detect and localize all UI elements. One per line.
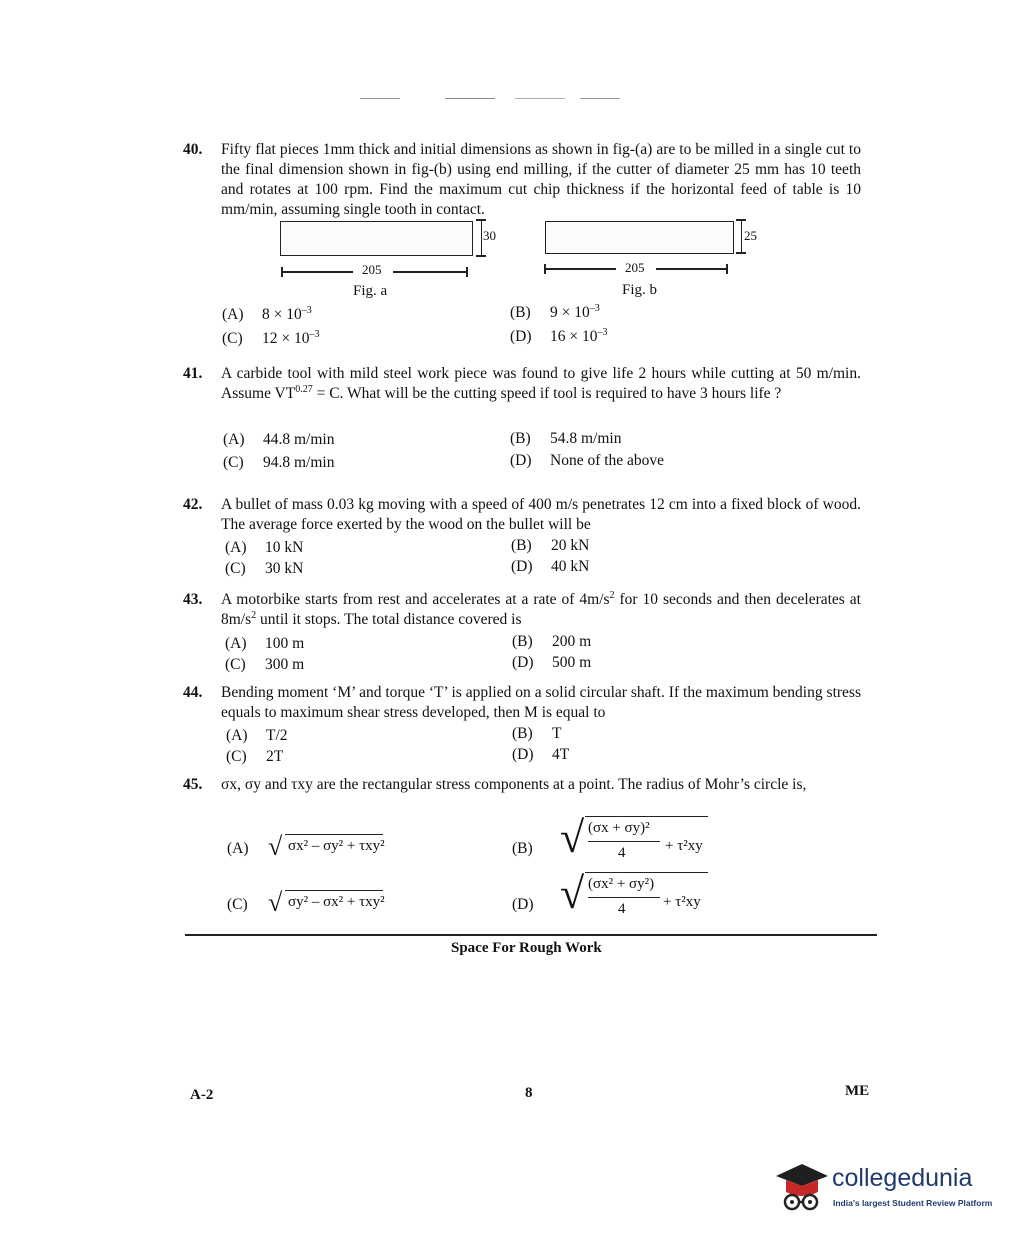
question-42 xyxy=(183,495,863,537)
q43-option-c[interactable]: (C) 300 m xyxy=(225,656,305,673)
question-45 xyxy=(183,775,863,817)
brand-name: collegedunia xyxy=(832,1164,973,1192)
q44-option-a[interactable]: (A) T/2 xyxy=(226,727,288,744)
q45-option-d-denominator: 4 xyxy=(618,901,626,917)
q40-option-b[interactable]: (B) $9 \times 10^{-3}$ xyxy=(510,303,600,321)
q40-option-a[interactable]: (A) $8 \times 10^{-3}$ xyxy=(222,305,312,323)
q40-option-d[interactable]: (D) $16 \times 10^{-3}$ xyxy=(510,327,608,345)
question-40 xyxy=(183,140,863,220)
footer-code: A-2 xyxy=(190,1087,214,1103)
q44-option-d[interactable]: (D) 4T xyxy=(512,746,570,763)
sqrt-icon: √ xyxy=(560,813,585,862)
question-number: 44. xyxy=(183,684,203,701)
question-41 xyxy=(183,364,863,428)
q41-option-b[interactable]: (B) 54.8 m/min xyxy=(510,430,622,447)
sqrt-bar xyxy=(285,834,383,835)
sqrt-bar xyxy=(285,890,383,891)
q45-option-d[interactable]: (D) xyxy=(512,896,534,913)
fig-b-length: 205 xyxy=(625,260,645,275)
sqrt-icon: √ xyxy=(560,869,585,918)
footer-subject: ME xyxy=(845,1083,870,1099)
q43-option-d[interactable]: (D) 500 m xyxy=(512,654,592,671)
question-number: 40. xyxy=(183,141,203,158)
question-text: Bending moment ‘M’ and torque ‘T’ is applied on a solid circular shaft. If the maximum bending stress equals to maximum shear stress developed, then M is equal to xyxy=(221,684,861,721)
q42-option-c[interactable]: (C) 30 kN xyxy=(225,560,304,577)
question-number: 42. xyxy=(183,496,203,513)
sqrt-bar xyxy=(585,872,708,873)
q41-option-d[interactable]: (D) None of the above xyxy=(510,452,665,469)
q45-option-a-formula: σx² – σy² + τxy² xyxy=(288,838,385,854)
q42-option-d[interactable]: (D) 40 kN xyxy=(511,558,590,575)
question-number: 43. xyxy=(183,591,203,608)
question-text: A bullet of mass 0.03 kg moving with a speed of 400 m/s penetrates 12 cm into a fixed block of wood. The average force exerted by the wood on the bullet will be xyxy=(221,496,861,533)
q45-option-c[interactable]: (C) xyxy=(227,896,248,913)
question-text: Fifty flat pieces 1mm thick and initial dimensions as shown in fig-(a) are to be milled in a single cut to the final dimension shown in fig-(b) using end milling, if the cutter of diameter 25 mm has 10 teeth and rotates at 100 rpm. Find the maximum cut chip thickness if the horizontal feed of table is 10 mm/min, assuming single tooth in contact. xyxy=(221,141,861,218)
question-text: σx, σy and τxy are the rectangular stress components at a point. The radius of Mohr’s circle is, xyxy=(221,776,807,793)
question-44 xyxy=(183,683,863,725)
q42-option-b[interactable]: (B) 20 kN xyxy=(511,537,590,554)
fig-b-rectangle xyxy=(545,221,734,254)
fig-b-height: 25 xyxy=(744,228,757,243)
fraction-bar xyxy=(588,841,660,842)
question-number: 41. xyxy=(183,365,203,382)
q45-option-c-formula: σy² – σx² + τxy² xyxy=(288,894,385,910)
brand-tagline: India's largest Student Review Platform xyxy=(833,1198,993,1208)
collegedunia-logo xyxy=(772,1158,1012,1228)
q40-option-c[interactable]: (C) $12 \times 10^{-3}$ xyxy=(222,329,320,347)
fig-b-caption: Fig. b xyxy=(622,282,658,298)
q41-option-c[interactable]: (C) 94.8 m/min xyxy=(223,454,335,471)
q42-option-a[interactable]: (A) 10 kN xyxy=(225,539,304,556)
fig-a-caption: Fig. a xyxy=(353,283,388,299)
fig-a-rectangle xyxy=(280,221,473,256)
q45-option-b[interactable]: (B) xyxy=(512,840,533,857)
q41-option-a[interactable]: (A) 44.8 m/min xyxy=(223,431,335,448)
rough-work-label: Space For Rough Work xyxy=(451,940,602,956)
q45-option-b-tail: + τ²xy xyxy=(665,838,703,854)
question-43 xyxy=(183,590,863,632)
q45-option-d-tail: + τ²xy xyxy=(663,894,701,910)
q45-option-b-numerator: (σx + σy)² xyxy=(588,820,650,836)
question-text: A motorbike starts from rest and accelerates at a rate of $4m/s^2$ for 10 seconds and then decelerates at $8m/s^2$ until it stops. The total distance covered is xyxy=(221,590,861,628)
rough-work-divider xyxy=(185,934,877,936)
fig-a-height: 30 xyxy=(483,228,496,243)
footer-page-number: 8 xyxy=(525,1085,533,1101)
q43-option-b[interactable]: (B) 200 m xyxy=(512,633,592,650)
sqrt-icon: √ xyxy=(268,832,283,861)
q44-option-b[interactable]: (B) T xyxy=(512,725,562,742)
fig-a-length: 205 xyxy=(362,262,382,277)
sqrt-icon: √ xyxy=(268,888,283,917)
q45-option-b-denominator: 4 xyxy=(618,845,626,861)
graduate-icon xyxy=(772,1158,832,1218)
sqrt-bar xyxy=(585,816,708,817)
question-number: 45. xyxy=(183,776,203,793)
q45-option-d-numerator: (σx² + σy²) xyxy=(588,876,655,892)
q44-option-c[interactable]: (C) 2T xyxy=(226,748,284,765)
q45-option-a[interactable]: (A) xyxy=(227,840,249,857)
question-text: A carbide tool with mild steel work piece was found to give life 2 hours while cutting at 50 m/min. Assume $VT^{0.27} = C$. What will be the cutting speed if tool is required to have 3 hours life ? xyxy=(221,365,861,402)
q43-option-a[interactable]: (A) 100 m xyxy=(225,635,305,652)
fraction-bar xyxy=(588,897,660,898)
scan-marks xyxy=(300,98,660,100)
